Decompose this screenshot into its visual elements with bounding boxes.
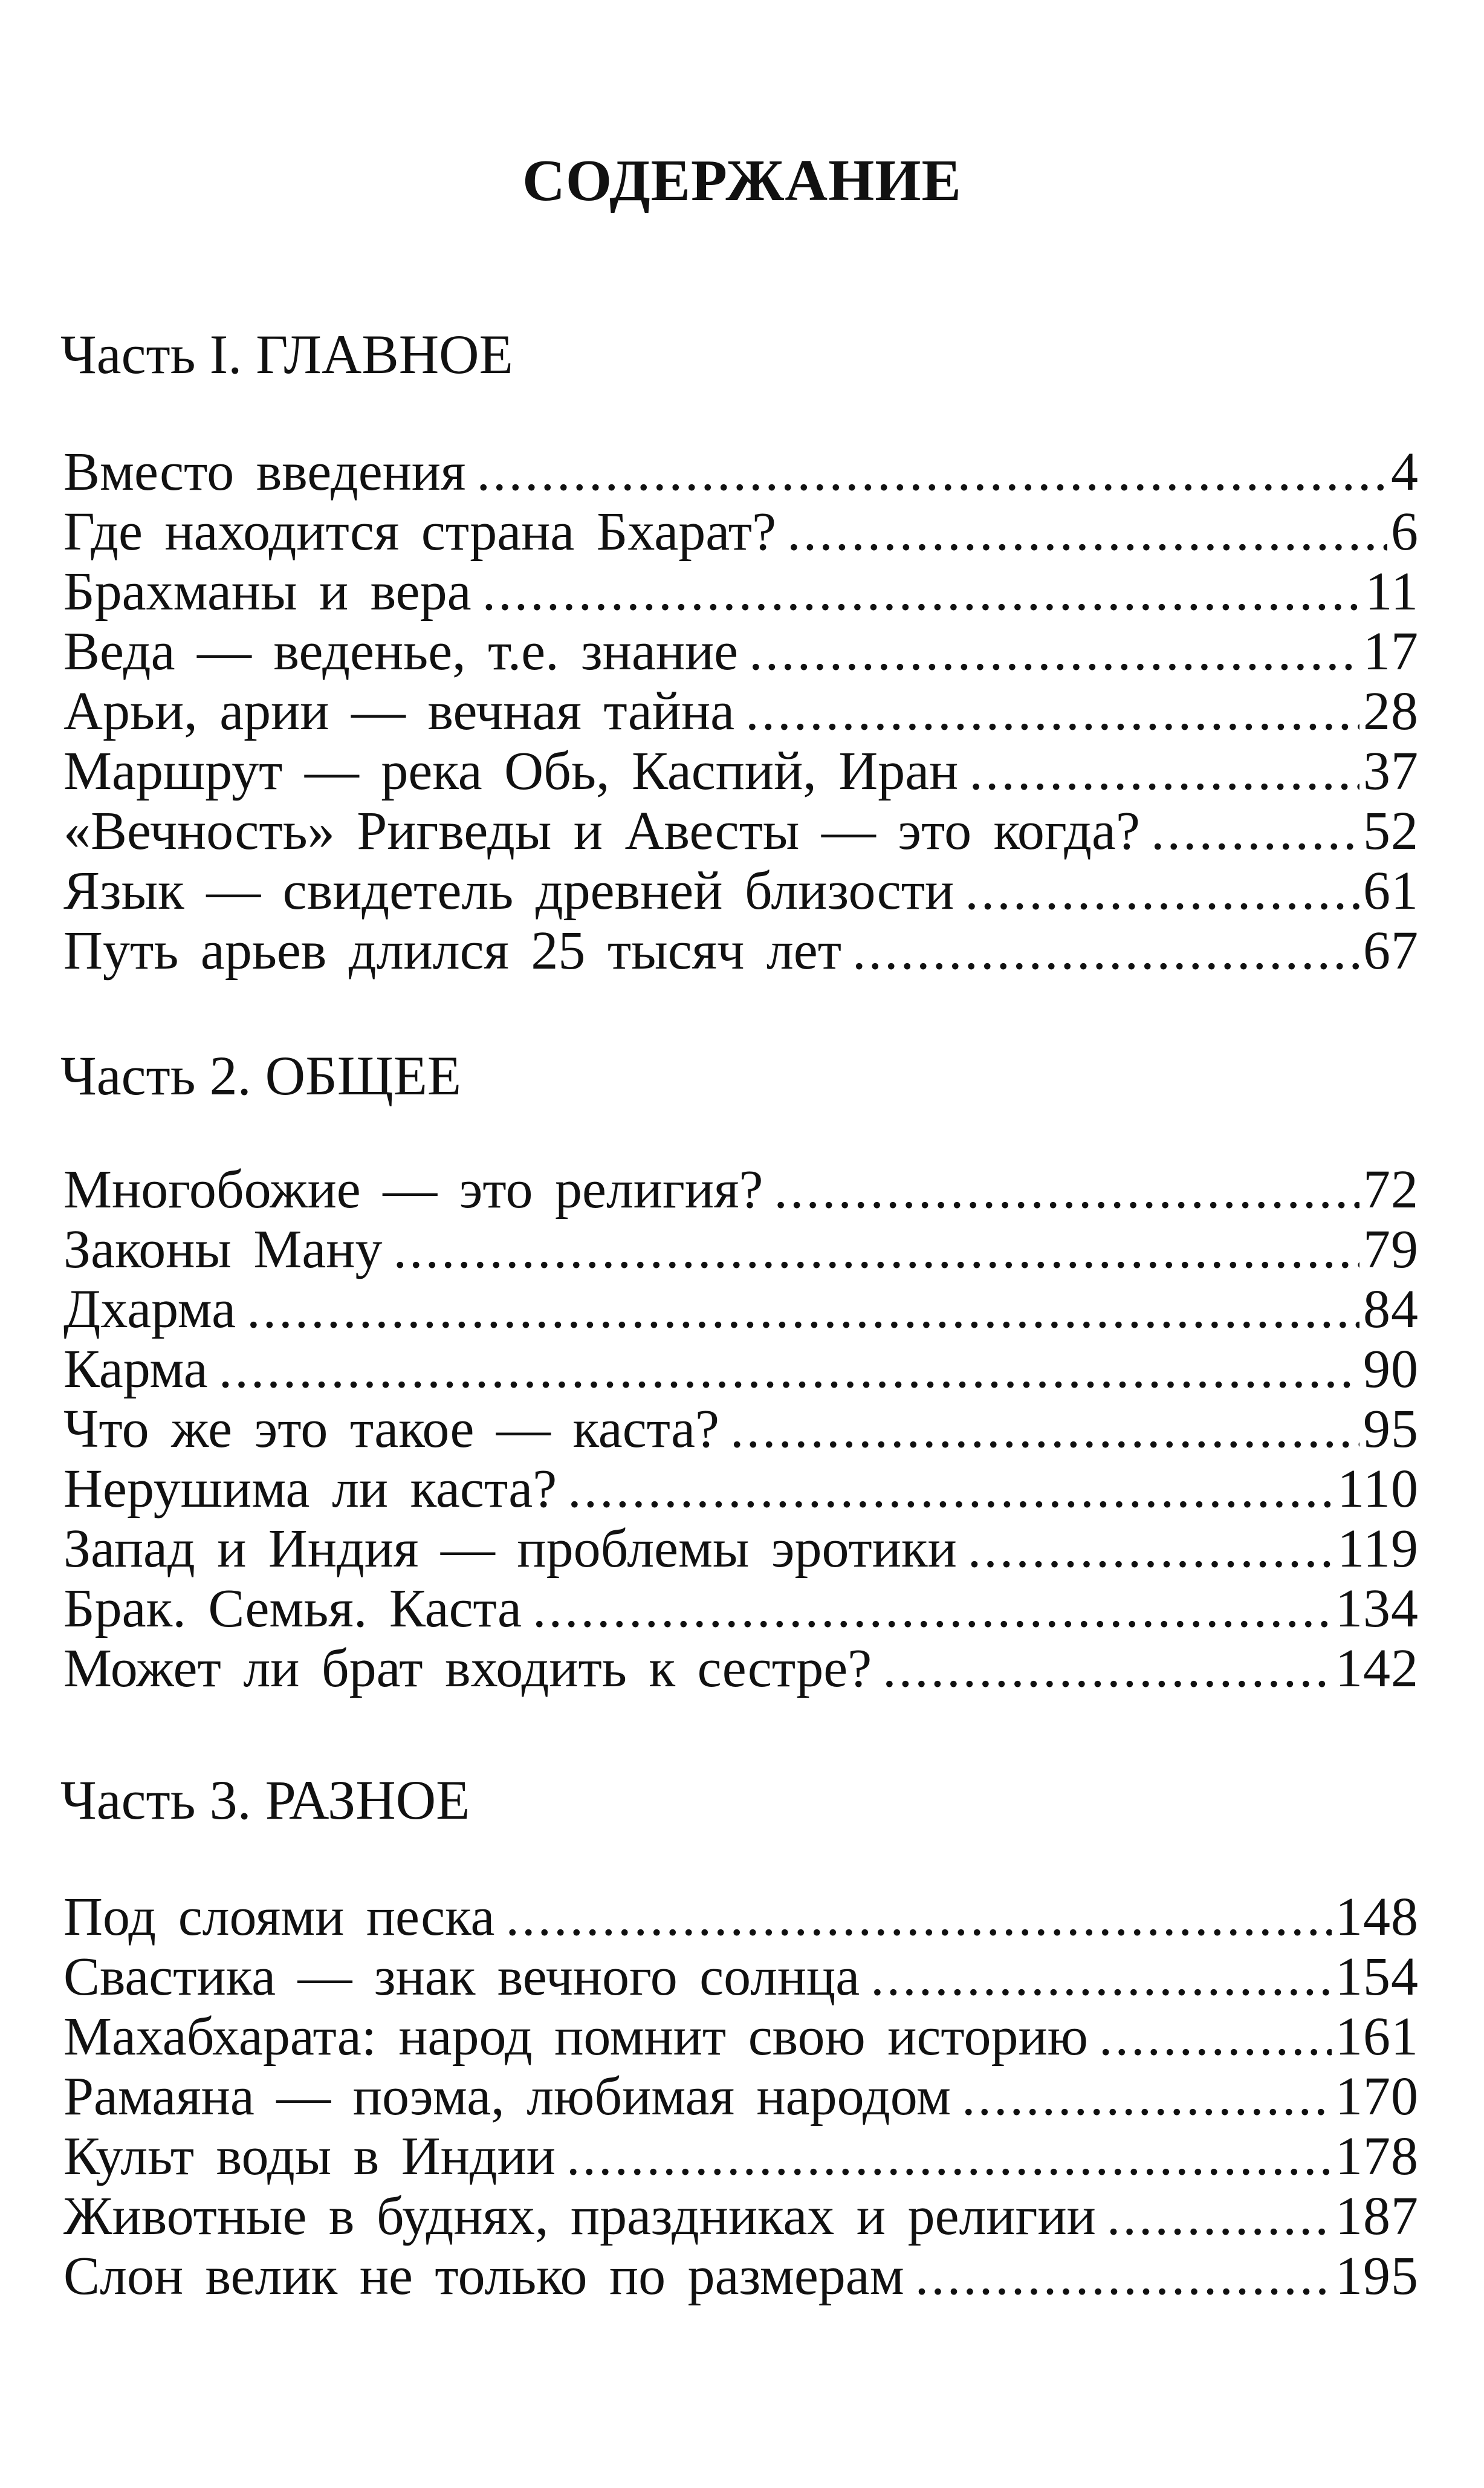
page-number: 6 [1391, 502, 1419, 562]
entry-title: Животные в буднях, праздниках и религии [63, 2186, 1096, 2246]
entry-title: Может ли брат входить к сестре? [63, 1639, 872, 1698]
page-number: 17 [1363, 622, 1419, 681]
page-number: 134 [1335, 1579, 1419, 1639]
part-heading-1: Часть I. ГЛАВНОЕ [60, 323, 513, 385]
page-number: 178 [1335, 2126, 1419, 2186]
toc-list-part-2 [63, 1160, 1419, 1698]
page-number: 61 [1363, 861, 1419, 921]
dot-leader [1107, 2186, 1332, 2246]
page-number: 148 [1335, 1887, 1419, 1947]
toc-entry[interactable] [63, 2007, 1419, 2067]
page-number: 170 [1335, 2067, 1419, 2126]
dot-leader [247, 1279, 1359, 1339]
toc-entry[interactable] [63, 562, 1419, 622]
toc-entry[interactable] [63, 2067, 1419, 2126]
entry-title: Законы Ману [63, 1220, 383, 1279]
page-number: 37 [1363, 741, 1419, 801]
entry-title: Нерушима ли каста? [63, 1459, 557, 1519]
page-number: 84 [1363, 1279, 1419, 1339]
page-number: 72 [1363, 1160, 1419, 1220]
dot-leader [870, 1947, 1332, 2007]
page-number: 95 [1363, 1399, 1419, 1459]
entry-title: Дхарма [63, 1279, 236, 1339]
page-number: 195 [1335, 2246, 1419, 2306]
toc-entry[interactable] [63, 1947, 1419, 2007]
entry-title: Вместо введения [63, 442, 466, 502]
dot-leader [852, 921, 1359, 981]
dot-leader [915, 2246, 1332, 2306]
page-title: СОДЕРЖАНИЕ [522, 148, 962, 213]
toc-entry[interactable] [63, 1579, 1419, 1639]
part-heading-2: Часть 2. ОБЩЕЕ [60, 1045, 462, 1106]
page-number: 11 [1365, 562, 1419, 622]
entry-title: Язык — свидетель древней близости [63, 861, 954, 921]
page-number: 79 [1363, 1220, 1419, 1279]
toc-entry[interactable] [63, 1160, 1419, 1220]
entry-title: Культ воды в Индии [63, 2126, 556, 2186]
page-number: 161 [1335, 2007, 1419, 2067]
dot-leader [730, 1399, 1359, 1459]
entry-title: Многобожие — это религия? [63, 1160, 763, 1220]
entry-title: Под слоями песка [63, 1887, 495, 1947]
dot-leader [533, 1579, 1332, 1639]
entry-title: Где находится страна Бхарат? [63, 502, 777, 562]
toc-entry[interactable] [63, 1279, 1419, 1339]
entry-title: Веда — веденье, т.е. знание [63, 622, 739, 681]
dot-leader [482, 562, 1362, 622]
dot-leader [505, 1887, 1332, 1947]
dot-leader [969, 741, 1359, 801]
toc-entry[interactable] [63, 442, 1419, 502]
part-heading-3: Часть 3. РАЗНОЕ [60, 1769, 470, 1831]
page-number: 90 [1363, 1339, 1419, 1399]
entry-title: Маршрут — река Обь, Каспий, Иран [63, 741, 959, 801]
toc-entry[interactable] [63, 1459, 1419, 1519]
toc-entry[interactable] [63, 1399, 1419, 1459]
page-number: 4 [1391, 442, 1419, 502]
toc-entry[interactable] [63, 2246, 1419, 2306]
page-number: 67 [1363, 921, 1419, 981]
toc-entry[interactable] [63, 801, 1419, 861]
entry-title: Запад и Индия — проблемы эротики [63, 1519, 957, 1579]
toc-list-part-3 [63, 1887, 1419, 2306]
toc-entry[interactable] [63, 622, 1419, 681]
toc-entry[interactable] [63, 921, 1419, 981]
dot-leader [219, 1339, 1359, 1399]
toc-entry[interactable] [63, 2186, 1419, 2246]
entry-title: Путь арьев длился 25 тысяч лет [63, 921, 842, 981]
dot-leader [968, 1519, 1334, 1579]
toc-entry[interactable] [63, 1887, 1419, 1947]
page-number: 119 [1337, 1519, 1419, 1579]
entry-title: Брак. Семья. Каста [63, 1579, 522, 1639]
entry-title: Слон велик не только по размерам [63, 2246, 904, 2306]
entry-title: Рамаяна — поэма, любимая народом [63, 2067, 951, 2126]
toc-entry[interactable] [63, 1639, 1419, 1698]
dot-leader [393, 1220, 1359, 1279]
toc-entry[interactable] [63, 502, 1419, 562]
toc-entry[interactable] [63, 1519, 1419, 1579]
dot-leader [749, 622, 1359, 681]
toc-list-part-1 [63, 442, 1419, 981]
dot-leader [568, 1459, 1333, 1519]
entry-title: Арьи, арии — вечная тайна [63, 681, 735, 741]
dot-leader [1099, 2007, 1332, 2067]
entry-title: Карма [63, 1339, 208, 1399]
page-number: 110 [1337, 1459, 1419, 1519]
toc-entry[interactable] [63, 861, 1419, 921]
page-number: 52 [1363, 801, 1419, 861]
entry-title: Свастика — знак вечного солнца [63, 1947, 860, 2007]
dot-leader [787, 502, 1387, 562]
dot-leader [883, 1639, 1332, 1698]
dot-leader [566, 2126, 1332, 2186]
dot-leader [745, 681, 1359, 741]
entry-title: Брахманы и вера [63, 562, 471, 622]
toc-entry[interactable] [63, 681, 1419, 741]
page-number: 154 [1335, 1947, 1419, 2007]
page-number: 142 [1335, 1639, 1419, 1698]
dot-leader [965, 861, 1359, 921]
entry-title: «Вечность» Ригведы и Авесты — это когда? [63, 801, 1140, 861]
dot-leader [774, 1160, 1359, 1220]
page-number: 28 [1363, 681, 1419, 741]
entry-title: Что же это такое — каста? [63, 1399, 720, 1459]
dot-leader [1151, 801, 1359, 861]
toc-entry[interactable] [63, 1339, 1419, 1399]
dot-leader [962, 2067, 1332, 2126]
toc-entry[interactable] [63, 1220, 1419, 1279]
page-number: 187 [1335, 2186, 1419, 2246]
toc-entry[interactable] [63, 741, 1419, 801]
entry-title: Махабхарата: народ помнит свою историю [63, 2007, 1088, 2067]
toc-entry[interactable] [63, 2126, 1419, 2186]
dot-leader [476, 442, 1387, 502]
